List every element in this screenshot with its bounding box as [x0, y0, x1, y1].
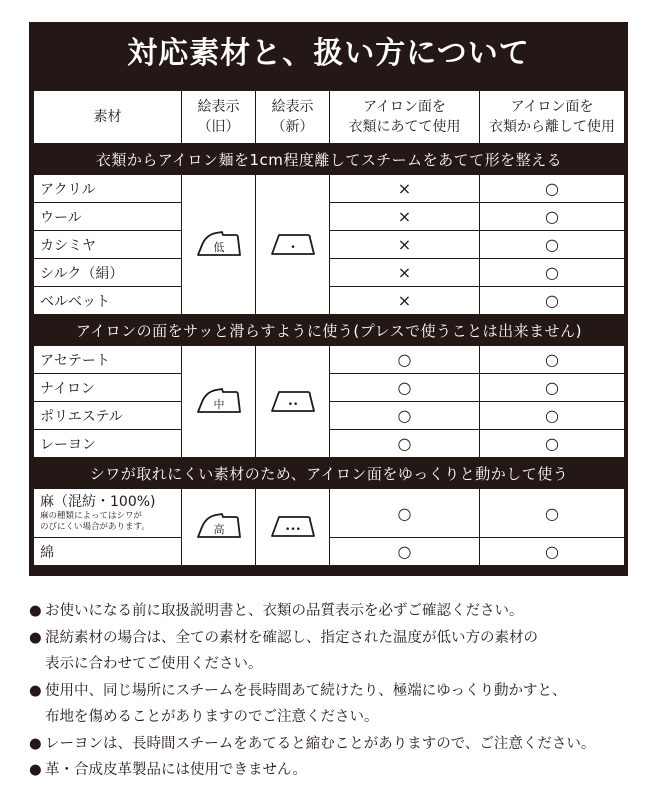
- table-row: [34, 231, 625, 259]
- away-mark: ○: [480, 374, 625, 402]
- material-name: アセテート: [34, 346, 182, 374]
- touch-mark: ○: [330, 402, 480, 430]
- away-mark: ○: [480, 430, 625, 458]
- touch-mark: ○: [330, 374, 480, 402]
- note-item: [29, 757, 654, 784]
- table-row: [34, 287, 625, 315]
- material-name: アクリル: [34, 175, 182, 203]
- material-name: 麻（混紡・100%): [40, 493, 156, 510]
- iron-old-icon: [194, 381, 244, 419]
- header-symbol-new: [256, 91, 330, 144]
- away-mark: ○: [480, 231, 625, 259]
- iron-temp-label: 高: [213, 523, 224, 536]
- material-name: ポリエステル: [34, 402, 182, 430]
- iron-old-icon: [194, 224, 244, 262]
- iron-dots: •••: [284, 525, 301, 535]
- old-iron-symbol-high: [182, 489, 256, 566]
- table-row: [34, 259, 625, 287]
- note-text: 使用中、同じ場所にスチームを長時間あて続けたり、極端にゆっくり動かすと、: [45, 682, 567, 699]
- touch-mark: ×: [330, 231, 480, 259]
- iron-new-icon: [268, 506, 318, 544]
- touch-mark: ×: [330, 287, 480, 315]
- new-iron-symbol-low: [256, 175, 330, 315]
- away-mark: ○: [480, 346, 625, 374]
- iron-dots: •: [289, 242, 296, 253]
- bullet-icon: ●: [29, 682, 42, 699]
- touch-mark: ×: [330, 203, 480, 231]
- header-material: 素材: [34, 91, 182, 144]
- header-away-line1: アイロン面を: [510, 99, 594, 115]
- note-item: [29, 625, 654, 678]
- new-iron-symbol-high: [256, 489, 330, 566]
- usage-notes: [29, 598, 654, 784]
- touch-mark: ×: [330, 175, 480, 203]
- header-symbol-new-line2: （新）: [271, 119, 314, 135]
- material-name: シルク（絹）: [34, 259, 182, 287]
- material-name: ウール: [34, 203, 182, 231]
- table-row: [34, 374, 625, 402]
- iron-new-icon: [268, 224, 318, 262]
- header-symbol-old-line2: （旧）: [197, 119, 240, 135]
- away-mark: ○: [480, 402, 625, 430]
- note-item: [29, 731, 654, 758]
- iron-temp-label: 低: [213, 240, 224, 254]
- bullet-icon: ●: [29, 762, 42, 778]
- header-away-line2: 衣類から離して使用: [489, 119, 615, 135]
- away-mark: ○: [480, 538, 625, 566]
- note-text: 革・合成皮革製品には使用できません。: [45, 762, 307, 778]
- header-symbol-old: [182, 91, 256, 144]
- touch-mark: ○: [330, 430, 480, 458]
- material-name: レーヨン: [34, 430, 182, 458]
- header-touch-use: [330, 91, 480, 144]
- note-text: 混紡素材の場合は、全ての素材を確認し、指定された温度が低い方の素材の: [45, 629, 538, 646]
- material-note-line1: 麻の種類によってはシワが: [40, 510, 143, 521]
- header-symbol-old-line1: 絵表示: [197, 99, 240, 115]
- table-row: [34, 430, 625, 458]
- table-row: [34, 402, 625, 430]
- note-item: [29, 598, 654, 625]
- section-heading-low: 衣類からアイロン麺を1cm程度離してスチームをあてて形を整える: [34, 144, 625, 175]
- header-symbol-new-line1: 絵表示: [271, 99, 314, 115]
- touch-mark: ○: [330, 346, 480, 374]
- old-iron-symbol-low: [182, 175, 256, 315]
- page-title: 対応素材と、扱い方について: [127, 36, 530, 71]
- away-mark: ○: [480, 259, 625, 287]
- touch-mark: ○: [330, 538, 480, 566]
- material-name: 綿: [34, 538, 182, 566]
- iron-dots: ••: [287, 399, 298, 410]
- header-away-use: [480, 91, 625, 144]
- material-name: ナイロン: [34, 374, 182, 402]
- table-row: [34, 538, 625, 566]
- material-name: カシミヤ: [34, 231, 182, 259]
- note-text-continued: 布地を傷めることがありますのでご注意ください。: [45, 709, 379, 725]
- bullet-icon: ●: [29, 603, 42, 619]
- header-touch-line2: 衣類にあてて使用: [348, 119, 461, 135]
- iron-old-icon: [194, 506, 244, 544]
- material-name-with-note: [34, 489, 182, 538]
- bullet-icon: ●: [29, 629, 42, 646]
- note-text: レーヨンは、長時間スチームをあてると縮むことがありますので、ご注意ください。: [45, 735, 596, 752]
- note-item: [29, 678, 654, 731]
- material-table: [33, 90, 625, 566]
- old-iron-symbol-medium: [182, 346, 256, 458]
- away-mark: ○: [480, 203, 625, 231]
- away-mark: ○: [480, 287, 625, 315]
- table-header-row: [34, 91, 625, 144]
- iron-new-icon: [268, 381, 318, 419]
- table-row: [34, 489, 625, 538]
- touch-mark: ○: [330, 489, 480, 538]
- material-note-line2: のびにくい場合があります。: [40, 521, 150, 532]
- material-name: ベルベット: [34, 287, 182, 315]
- away-mark: ○: [480, 489, 625, 538]
- table-row: [34, 346, 625, 374]
- header-touch-line1: アイロン面を: [363, 99, 446, 115]
- iron-temp-label: 中: [213, 397, 224, 411]
- section-heading-high: シワが取れにくい素材のため、アイロン面をゆっくりと動かして使う: [34, 458, 625, 489]
- section-heading-medium: アイロンの面をサッと滑らすように使う(プレスで使うことは出来ません): [34, 315, 625, 346]
- note-text-continued: 表示に合わせてご使用ください。: [45, 656, 263, 672]
- new-iron-symbol-medium: [256, 346, 330, 458]
- table-row: [34, 203, 625, 231]
- table-row: [34, 175, 625, 203]
- bullet-icon: ●: [29, 735, 42, 752]
- ironing-guide-panel: [29, 22, 628, 576]
- note-text: お使いになる前に取扱説明書と、衣類の品質表示を必ずご確認ください。: [45, 603, 524, 619]
- touch-mark: ×: [330, 259, 480, 287]
- away-mark: ○: [480, 175, 625, 203]
